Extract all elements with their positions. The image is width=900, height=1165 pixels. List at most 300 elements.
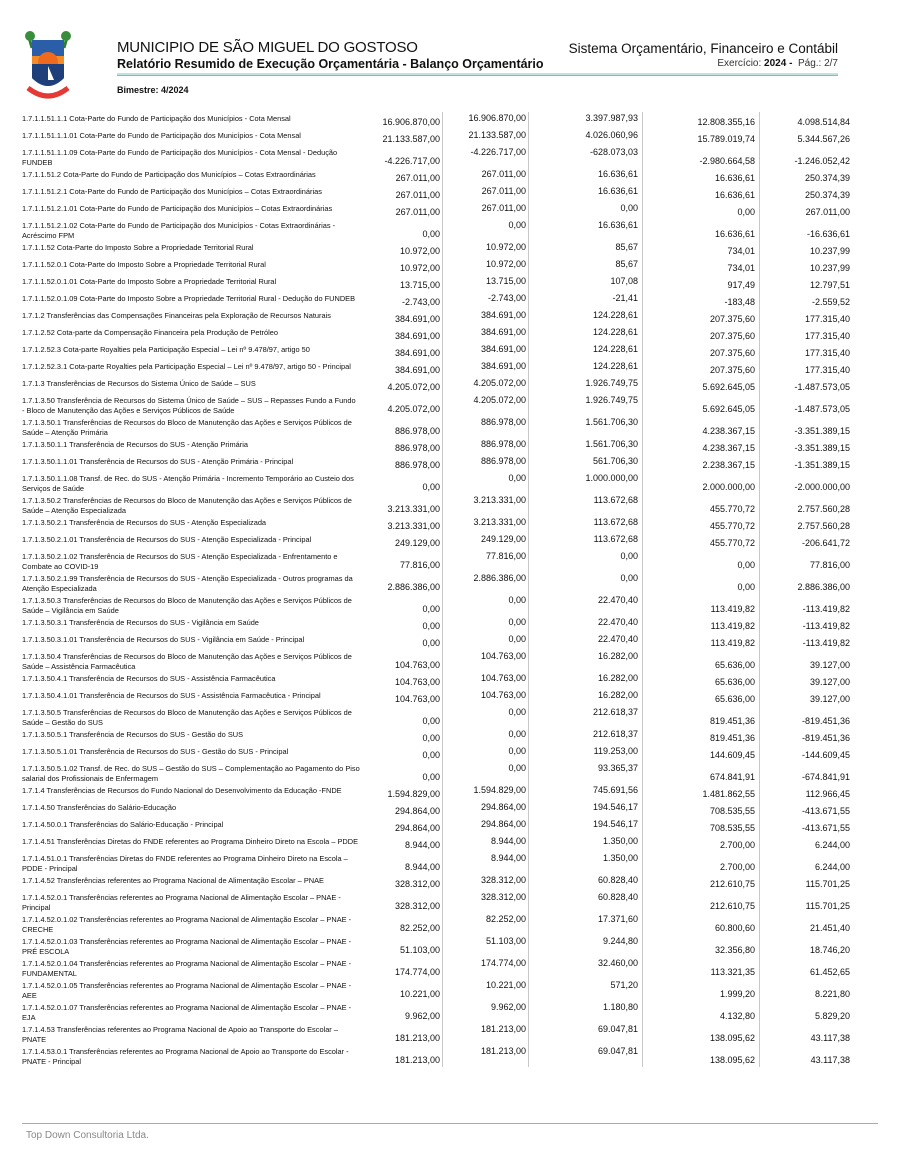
account-description: 1.7.1.1.51.2 Cota-Parte do Fundo de Participação dos Municípios – Cotas Extraordinárias <box>22 170 316 179</box>
updated-forecast: 267.011,00 <box>443 168 529 185</box>
page-number: Pág.: 2/7 <box>797 58 838 69</box>
account-description: 1.7.1.4.53.0.1 Transferências referentes ao Programa Nacional de Apoio ao Transporte do Escolar - PNATE - Principal <box>22 1047 349 1066</box>
initial-forecast: 0,00 <box>360 472 443 494</box>
cumulative-revenue: 2.000.000,00 <box>643 472 760 494</box>
balance: 8.221,80 <box>814 989 850 999</box>
bimester-revenue: 113.672,68 <box>529 516 643 533</box>
initial-forecast: 384.691,00 <box>360 360 443 377</box>
bimester-revenue: 22.470,40 <box>529 594 643 616</box>
account-description: 1.7.1.1.51.1.1.01 Cota-Parte do Fundo de Participação dos Municípios - Cota Mensal <box>22 131 301 140</box>
footer-divider <box>22 1123 878 1124</box>
balance: 77.816,00 <box>809 560 850 570</box>
table-row <box>0 801 900 818</box>
updated-forecast: 0,00 <box>443 728 529 745</box>
account-description: 1.7.1.3.50.1.1 Transferência de Recursos do SUS - Atenção Primária <box>22 440 248 449</box>
balance: -674.841,91 <box>801 772 850 782</box>
initial-forecast: 249.129,00 <box>360 533 443 550</box>
account-description: 1.7.1.3.50.4 Transferências de Recursos do Bloco de Manutenção das Ações e Serviços Públicos de Saúde – Assistência Farmacêutica <box>22 652 352 671</box>
account-description: 1.7.1.2.52.3 Cota-parte Royalties pela Participação Especial – Lei nº 9.478/97, artigo 50 <box>22 345 310 354</box>
cumulative-revenue: 4.238.367,15 <box>643 438 760 455</box>
table-row <box>0 533 900 550</box>
initial-forecast: 294.864,00 <box>360 818 443 835</box>
balance: -1.246.052,42 <box>794 156 850 166</box>
updated-forecast: 181.213,00 <box>443 1023 529 1045</box>
table-row <box>0 550 900 572</box>
updated-forecast: 294.864,00 <box>443 818 529 835</box>
initial-forecast: 328.312,00 <box>360 891 443 913</box>
balance: -413.671,55 <box>801 806 850 816</box>
cumulative-revenue: 207.375,60 <box>643 326 760 343</box>
initial-forecast: 10.972,00 <box>360 258 443 275</box>
bimester-revenue: 0,00 <box>529 550 643 572</box>
account-description: 1.7.1.4.53 Transferências referentes ao Programa Nacional de Apoio ao Transporte do Escolar – PNATE <box>22 1025 338 1044</box>
initial-forecast: 8.944,00 <box>360 852 443 874</box>
balance: -819.451,36 <box>801 716 850 726</box>
cumulative-revenue: 113.419,82 <box>643 616 760 633</box>
balance: 12.797,51 <box>809 280 850 290</box>
balance: 2.886.386,00 <box>797 582 850 592</box>
updated-forecast: 104.763,00 <box>443 650 529 672</box>
cumulative-revenue: 819.451,36 <box>643 706 760 728</box>
initial-forecast: 181.213,00 <box>360 1023 443 1045</box>
table-row <box>0 168 900 185</box>
updated-forecast: 104.763,00 <box>443 672 529 689</box>
updated-forecast: 384.691,00 <box>443 343 529 360</box>
initial-forecast: 3.213.331,00 <box>360 494 443 516</box>
updated-forecast: 174.774,00 <box>443 957 529 979</box>
account-description: 1.7.1.3.50.1.1.01 Transferência de Recursos do SUS - Atenção Primária - Principal <box>22 457 294 466</box>
updated-forecast: 0,00 <box>443 762 529 784</box>
updated-forecast: 16.906.870,00 <box>443 112 529 129</box>
cumulative-revenue: -2.980.664,58 <box>643 146 760 168</box>
cumulative-revenue: 138.095,62 <box>643 1023 760 1045</box>
cumulative-revenue: 0,00 <box>643 202 760 219</box>
initial-forecast: 886.978,00 <box>360 438 443 455</box>
initial-forecast: 82.252,00 <box>360 913 443 935</box>
balance: 6.244,00 <box>814 840 850 850</box>
initial-forecast: 181.213,00 <box>360 1045 443 1067</box>
account-description: 1.7.1.4.52.0.1.03 Transferências referentes ao Programa Nacional de Alimentação Escolar – PNAE - PRÉ ESCOLA <box>22 937 352 956</box>
cumulative-revenue: 708.535,55 <box>643 801 760 818</box>
updated-forecast: 104.763,00 <box>443 689 529 706</box>
initial-forecast: 9.962,00 <box>360 1001 443 1023</box>
balance: 18.746,20 <box>809 945 850 955</box>
updated-forecast: 1.594.829,00 <box>443 784 529 801</box>
bimester-revenue: 60.828,40 <box>529 891 643 913</box>
account-description: 1.7.1.1.51.2.1.02 Cota-Parte do Fundo de Participação dos Municípios - Cotas Extraordinárias - Acréscimo FPM <box>22 221 336 240</box>
header-divider <box>117 73 838 76</box>
account-description: 1.7.1.2.52 Cota-parte da Compensação Financeira pela Produção de Petróleo <box>22 328 278 337</box>
updated-forecast: -2.743,00 <box>443 292 529 309</box>
bimester-revenue: 1.926.749,75 <box>529 377 643 394</box>
initial-forecast: 21.133.587,00 <box>360 129 443 146</box>
bimester-revenue: 119.253,00 <box>529 745 643 762</box>
updated-forecast: 886.978,00 <box>443 416 529 438</box>
initial-forecast: 0,00 <box>360 762 443 784</box>
initial-forecast: 886.978,00 <box>360 455 443 472</box>
table-row <box>0 1001 900 1023</box>
bimester-revenue: 124.228,61 <box>529 360 643 377</box>
table-row <box>0 784 900 801</box>
cumulative-revenue: 212.610,75 <box>643 874 760 891</box>
bimester-revenue: 124.228,61 <box>529 309 643 326</box>
table-row <box>0 394 900 416</box>
bimester-revenue: 194.546,17 <box>529 801 643 818</box>
updated-forecast: 0,00 <box>443 633 529 650</box>
account-description: 1.7.1.4.52.0.1.02 Transferências referentes ao Programa Nacional de Alimentação Escolar – PNAE - CRECHE <box>22 915 352 934</box>
cumulative-revenue: 734,01 <box>643 241 760 258</box>
initial-forecast: 267.011,00 <box>360 202 443 219</box>
cumulative-revenue: 4.238.367,15 <box>643 416 760 438</box>
table-row <box>0 494 900 516</box>
account-description: 1.7.1.4.52.0.1 Transferências referentes ao Programa Nacional de Alimentação Escolar – PNAE - Principal <box>22 893 341 912</box>
table-row <box>0 650 900 672</box>
updated-forecast: 0,00 <box>443 594 529 616</box>
cumulative-revenue: 0,00 <box>643 550 760 572</box>
table-row <box>0 594 900 616</box>
cumulative-revenue: 1.481.862,55 <box>643 784 760 801</box>
cumulative-revenue: 16.636,61 <box>643 219 760 241</box>
balance: 10.237,99 <box>809 246 850 256</box>
cumulative-revenue: 113.321,35 <box>643 957 760 979</box>
initial-forecast: 2.886.386,00 <box>360 572 443 594</box>
initial-forecast: 267.011,00 <box>360 185 443 202</box>
bimester-revenue: 16.282,00 <box>529 689 643 706</box>
updated-forecast: 0,00 <box>443 219 529 241</box>
balance: -206.641,72 <box>801 538 850 548</box>
initial-forecast: 384.691,00 <box>360 309 443 326</box>
table-row <box>0 343 900 360</box>
cumulative-revenue: 734,01 <box>643 258 760 275</box>
balance: -1.487.573,05 <box>794 382 850 392</box>
account-description: 1.7.1.1.51.2.1.01 Cota-Parte do Fundo de Participação dos Municípios – Cotas Extraordinárias <box>22 204 333 213</box>
cumulative-revenue: 0,00 <box>643 572 760 594</box>
bimester-revenue: 1.000.000,00 <box>529 472 643 494</box>
updated-forecast: 267.011,00 <box>443 202 529 219</box>
updated-forecast: 384.691,00 <box>443 309 529 326</box>
account-description: 1.7.1.1.52.0.1 Cota-Parte do Imposto Sobre a Propriedade Territorial Rural <box>22 260 266 269</box>
table-row <box>0 728 900 745</box>
initial-forecast: 0,00 <box>360 616 443 633</box>
initial-forecast: 267.011,00 <box>360 168 443 185</box>
initial-forecast: 384.691,00 <box>360 343 443 360</box>
bimester-revenue: 0,00 <box>529 202 643 219</box>
account-description: 1.7.1.2 Transferências das Compensações Financeiras pela Exploração de Recursos Naturais <box>22 311 331 320</box>
balance: 39.127,00 <box>809 677 850 687</box>
bimester-revenue: 1.561.706,30 <box>529 438 643 455</box>
bimester-revenue: 85,67 <box>529 258 643 275</box>
updated-forecast: 51.103,00 <box>443 935 529 957</box>
bimester-revenue: 113.672,68 <box>529 533 643 550</box>
account-description: 1.7.1.1.52.0.1.01 Cota-Parte do Imposto Sobre a Propriedade Territorial Rural <box>22 277 277 286</box>
bimester-revenue: 9.244,80 <box>529 935 643 957</box>
balance: -144.609,45 <box>801 750 850 760</box>
balance: -113.419,82 <box>802 604 850 614</box>
account-description: 1.7.1.3.50.2.1.99 Transferência de Recursos do SUS - Atenção Especializada - Outros programas da Atenção Especializada <box>22 574 353 593</box>
municipal-coat-of-arms-logo <box>24 28 72 104</box>
initial-forecast: 0,00 <box>360 728 443 745</box>
account-description: 1.7.1.3.50.4.1.01 Transferência de Recursos do SUS - Assistência Farmacêutica - Principal <box>22 691 321 700</box>
table-row <box>0 292 900 309</box>
table-row <box>0 818 900 835</box>
account-description: 1.7.1.3.50.5.1.02 Transf. de Rec. do SUS – Gestão do SUS – Complementação ao Pagamento do Piso salarial dos Profissionais de Enfermagem <box>22 764 360 783</box>
bimester-revenue: -628.073,03 <box>529 146 643 168</box>
bimester-revenue: 107,08 <box>529 275 643 292</box>
table-row <box>0 745 900 762</box>
bimester-revenue: 16.282,00 <box>529 650 643 672</box>
bimester-revenue: 1.926.749,75 <box>529 394 643 416</box>
account-description: 1.7.1.3.50.3.1 Transferência de Recursos do SUS - Vigilância em Saúde <box>22 618 259 627</box>
updated-forecast: 0,00 <box>443 706 529 728</box>
table-row <box>0 874 900 891</box>
bimester-revenue: 17.371,60 <box>529 913 643 935</box>
table-row <box>0 1045 900 1067</box>
table-row <box>0 275 900 292</box>
bimester-revenue: 69.047,81 <box>529 1023 643 1045</box>
bimester-revenue: 1.180,80 <box>529 1001 643 1023</box>
cumulative-revenue: 144.609,45 <box>643 745 760 762</box>
table-row <box>0 202 900 219</box>
bimester-revenue: 745.691,56 <box>529 784 643 801</box>
balance: 4.098.514,84 <box>797 117 850 127</box>
balance: -3.351.389,15 <box>794 443 850 453</box>
cumulative-revenue: 138.095,62 <box>643 1045 760 1067</box>
bimester-revenue: 1.350,00 <box>529 852 643 874</box>
bimester-label: Bimestre: 4/2024 <box>117 85 189 95</box>
account-description: 1.7.1.1.51.2.1 Cota-Parte do Fundo de Participação dos Municípios – Cotas Extraordinárias <box>22 187 322 196</box>
balance: 177.315,40 <box>804 348 850 358</box>
account-description: 1.7.1.1.51.1.1.09 Cota-Parte do Fundo de Participação dos Municípios - Cota Mensal - Dedução FUNDEB <box>22 148 338 167</box>
balance: 250.374,39 <box>804 190 850 200</box>
bimester-revenue: 69.047,81 <box>529 1045 643 1067</box>
updated-forecast: -4.226.717,00 <box>443 146 529 168</box>
table-row <box>0 706 900 728</box>
table-row <box>0 472 900 494</box>
balance: -16.636,61 <box>806 229 850 239</box>
initial-forecast: 16.906.870,00 <box>360 112 443 129</box>
initial-forecast: 3.213.331,00 <box>360 516 443 533</box>
cumulative-revenue: 2.238.367,15 <box>643 455 760 472</box>
updated-forecast: 3.213.331,00 <box>443 516 529 533</box>
updated-forecast: 2.886.386,00 <box>443 572 529 594</box>
cumulative-revenue: 5.692.645,05 <box>643 394 760 416</box>
updated-forecast: 0,00 <box>443 745 529 762</box>
balance: 2.757.560,28 <box>797 521 850 531</box>
account-description: 1.7.1.3.50.3.1.01 Transferência de Recursos do SUS - Vigilância em Saúde - Principal <box>22 635 305 644</box>
updated-forecast: 0,00 <box>443 616 529 633</box>
updated-forecast: 4.205.072,00 <box>443 377 529 394</box>
balance: 61.452,65 <box>809 967 850 977</box>
updated-forecast: 82.252,00 <box>443 913 529 935</box>
account-description: 1.7.1.4.51 Transferências Diretas do FNDE referentes ao Programa Dinheiro Direto na Escola – PDDE <box>22 837 359 846</box>
table-row <box>0 835 900 852</box>
updated-forecast: 3.213.331,00 <box>443 494 529 516</box>
table-row <box>0 913 900 935</box>
balance: 112.966,45 <box>805 789 850 799</box>
initial-forecast: 104.763,00 <box>360 650 443 672</box>
bimester-revenue: 93.365,37 <box>529 762 643 784</box>
balance: -2.000.000,00 <box>794 482 850 492</box>
account-description: 1.7.1.4.52.0.1.04 Transferências referentes ao Programa Nacional de Alimentação Escolar – PNAE - FUNDAMENTAL <box>22 959 352 978</box>
balance: -413.671,55 <box>801 823 850 833</box>
balance: 10.237,99 <box>809 263 850 273</box>
account-description: 1.7.1.4.52 Transferências referentes ao Programa Nacional de Alimentação Escolar – PNAE <box>22 876 324 885</box>
table-row <box>0 219 900 241</box>
balance: -113.419,82 <box>802 621 850 631</box>
bimester-revenue: 113.672,68 <box>529 494 643 516</box>
bimester-revenue: 1.561.706,30 <box>529 416 643 438</box>
initial-forecast: 8.944,00 <box>360 835 443 852</box>
account-description: 1.7.1.4 Transferências de Recursos do Fundo Nacional do Desenvolvimento da Educação -FNDE <box>22 786 342 795</box>
account-description: 1.7.1.4.52.0.1.07 Transferências referentes ao Programa Nacional de Alimentação Escolar – PNAE - EJA <box>22 1003 352 1022</box>
initial-forecast: 0,00 <box>360 633 443 650</box>
cumulative-revenue: 16.636,61 <box>643 168 760 185</box>
cumulative-revenue: 212.610,75 <box>643 891 760 913</box>
cumulative-revenue: 819.451,36 <box>643 728 760 745</box>
table-row <box>0 616 900 633</box>
account-description: 1.7.1.1.52 Cota-Parte do Imposto Sobre a Propriedade Territorial Rural <box>22 243 254 252</box>
initial-forecast: 0,00 <box>360 745 443 762</box>
updated-forecast: 21.133.587,00 <box>443 129 529 146</box>
balance: 21.451,40 <box>809 923 850 933</box>
table-row <box>0 258 900 275</box>
initial-forecast: 384.691,00 <box>360 326 443 343</box>
updated-forecast: 384.691,00 <box>443 360 529 377</box>
account-description: 1.7.1.2.52.3.1 Cota-parte Royalties pela Participação Especial – Lei nº 9.478/97, artigo 50 - Principal <box>22 362 351 371</box>
footer-company: Top Down Consultoria Ltda. <box>26 1130 149 1141</box>
updated-forecast: 8.944,00 <box>443 835 529 852</box>
table-row <box>0 129 900 146</box>
account-description: 1.7.1.4.50.0.1 Transferências do Salário-Educação - Principal <box>22 820 224 829</box>
balance: -1.351.389,15 <box>794 460 850 470</box>
municipality-title: MUNICIPIO DE SÃO MIGUEL DO GOSTOSO <box>117 39 418 56</box>
table-row <box>0 309 900 326</box>
exercise-year: 2024 - <box>764 58 793 69</box>
initial-forecast: 10.221,00 <box>360 979 443 1001</box>
bimester-revenue: 212.618,37 <box>529 706 643 728</box>
bimester-revenue: 85,67 <box>529 241 643 258</box>
bimester-revenue: 22.470,40 <box>529 633 643 650</box>
account-description: 1.7.1.3.50.5.1.01 Transferência de Recursos do SUS - Gestão do SUS - Principal <box>22 747 289 756</box>
budget-table <box>0 112 900 1067</box>
balance: -113.419,82 <box>802 638 850 648</box>
table-row <box>0 672 900 689</box>
cumulative-revenue: 455.770,72 <box>643 494 760 516</box>
account-description: 1.7.1.3 Transferências de Recursos do Sistema Único de Saúde – SUS <box>22 379 256 388</box>
balance: 39.127,00 <box>809 660 850 670</box>
updated-forecast: 9.962,00 <box>443 1001 529 1023</box>
initial-forecast: 328.312,00 <box>360 874 443 891</box>
updated-forecast: 328.312,00 <box>443 874 529 891</box>
balance: 39.127,00 <box>809 694 850 704</box>
cumulative-revenue: 455.770,72 <box>643 516 760 533</box>
updated-forecast: 886.978,00 <box>443 438 529 455</box>
cumulative-revenue: 65.636,00 <box>643 650 760 672</box>
initial-forecast: 4.205.072,00 <box>360 394 443 416</box>
table-row <box>0 416 900 438</box>
bimester-revenue: 16.636,61 <box>529 219 643 241</box>
updated-forecast: 328.312,00 <box>443 891 529 913</box>
cumulative-revenue: -183,48 <box>643 292 760 309</box>
updated-forecast: 77.816,00 <box>443 550 529 572</box>
table-row <box>0 891 900 913</box>
cumulative-revenue: 113.419,82 <box>643 633 760 650</box>
account-description: 1.7.1.3.50 Transferência de Recursos do Sistema Único de Saúde – SUS – Repasses Fundo a Fundo - Bloco de Manutenção das Ações e Serviços Públicos de Saúde <box>22 396 356 415</box>
bimester-revenue: 22.470,40 <box>529 616 643 633</box>
balance: 43.117,38 <box>810 1055 850 1065</box>
bimester-revenue: 4.026.060,96 <box>529 129 643 146</box>
initial-forecast: 4.205.072,00 <box>360 377 443 394</box>
table-row <box>0 146 900 168</box>
updated-forecast: 384.691,00 <box>443 326 529 343</box>
account-description: 1.7.1.3.50.2.1 Transferência de Recursos do SUS - Atenção Especializada <box>22 518 267 527</box>
cumulative-revenue: 4.132,80 <box>643 1001 760 1023</box>
bimester-revenue: 571,20 <box>529 979 643 1001</box>
initial-forecast: -4.226.717,00 <box>360 146 443 168</box>
cumulative-revenue: 65.636,00 <box>643 689 760 706</box>
exercise-label: Exercício: <box>717 58 762 69</box>
balance: 250.374,39 <box>804 173 850 183</box>
updated-forecast: 0,00 <box>443 472 529 494</box>
balance: 5.344.567,26 <box>797 134 850 144</box>
balance: 5.829,20 <box>814 1011 850 1021</box>
bimester-revenue: 1.350,00 <box>529 835 643 852</box>
table-row <box>0 455 900 472</box>
balance: 115.701,25 <box>805 901 850 911</box>
balance: 115.701,25 <box>805 879 850 889</box>
table-row <box>0 852 900 874</box>
system-name: Sistema Orçamentário, Financeiro e Contábil <box>568 41 838 56</box>
account-description: 1.7.1.3.50.1 Transferências de Recursos do Bloco de Manutenção das Ações e Serviços Públicos de Saúde – Atenção Primária <box>22 418 352 437</box>
table-row <box>0 377 900 394</box>
exercise-page-info <box>717 58 838 69</box>
report-subtitle: Relatório Resumido de Execução Orçamentária - Balanço Orçamentário <box>117 57 544 71</box>
updated-forecast: 4.205.072,00 <box>443 394 529 416</box>
bimester-revenue: 16.636,61 <box>529 168 643 185</box>
balance: -3.351.389,15 <box>794 426 850 436</box>
account-description: 1.7.1.3.50.3 Transferências de Recursos do Bloco de Manutenção das Ações e Serviços Públicos de Saúde – Vigilância em Saúde <box>22 596 352 615</box>
bimester-revenue: -21,41 <box>529 292 643 309</box>
cumulative-revenue: 113.419,82 <box>643 594 760 616</box>
bimester-revenue: 561.706,30 <box>529 455 643 472</box>
initial-forecast: 1.594.829,00 <box>360 784 443 801</box>
updated-forecast: 267.011,00 <box>443 185 529 202</box>
updated-forecast: 886.978,00 <box>443 455 529 472</box>
cumulative-revenue: 455.770,72 <box>643 533 760 550</box>
balance: 177.315,40 <box>804 365 850 375</box>
table-row <box>0 935 900 957</box>
updated-forecast: 294.864,00 <box>443 801 529 818</box>
bimester-revenue: 0,00 <box>529 572 643 594</box>
bimester-revenue: 60.828,40 <box>529 874 643 891</box>
cumulative-revenue: 60.800,60 <box>643 913 760 935</box>
table-row <box>0 633 900 650</box>
initial-forecast: 104.763,00 <box>360 672 443 689</box>
bimester-revenue: 124.228,61 <box>529 343 643 360</box>
updated-forecast: 13.715,00 <box>443 275 529 292</box>
initial-forecast: -2.743,00 <box>360 292 443 309</box>
balance: 267.011,00 <box>805 207 850 217</box>
table-row <box>0 185 900 202</box>
cumulative-revenue: 2.700,00 <box>643 852 760 874</box>
cumulative-revenue: 5.692.645,05 <box>643 377 760 394</box>
initial-forecast: 10.972,00 <box>360 241 443 258</box>
cumulative-revenue: 1.999,20 <box>643 979 760 1001</box>
table-row <box>0 516 900 533</box>
table-row <box>0 689 900 706</box>
bimester-revenue: 16.636,61 <box>529 185 643 202</box>
cumulative-revenue: 32.356,80 <box>643 935 760 957</box>
